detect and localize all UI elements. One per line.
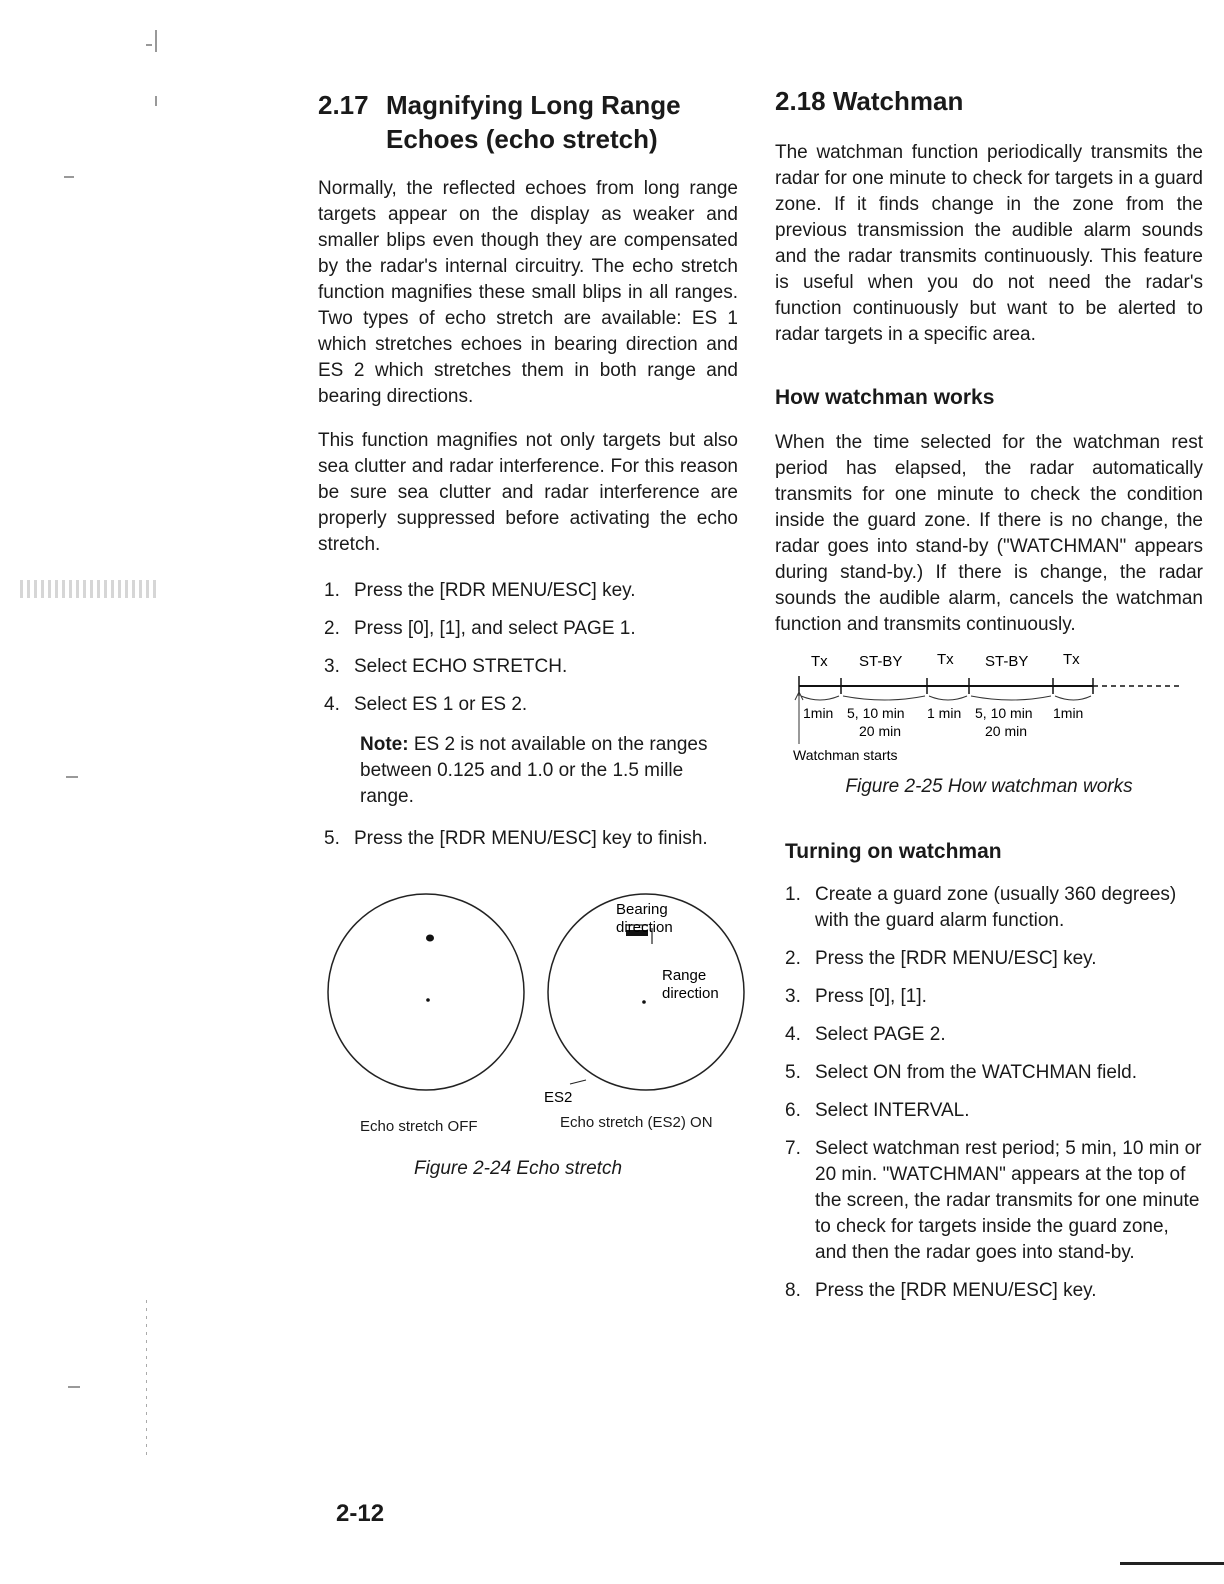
list-item	[779, 1136, 1203, 1266]
timeline-label: 5, 10 min	[975, 705, 1033, 721]
scan-noise	[20, 580, 160, 598]
figure-caption: Figure 2-25 How watchman works	[845, 776, 1133, 797]
list-item	[318, 692, 738, 718]
section-heading-2-18	[775, 84, 1203, 118]
figure-echo-stretch	[318, 852, 748, 1152]
timeline-label: 20 min	[859, 723, 902, 739]
list-item	[318, 578, 738, 604]
step-text: Select PAGE 2.	[815, 1024, 946, 1045]
step-text: Select ECHO STRETCH.	[354, 656, 568, 677]
paragraph: The watchman function periodically transmits the radar for one minute to check for targets in a guard zone. If it finds change in the zone from the previous transmission the audible alarm sounds and the radar transmits continuously. This feature is useful when you do not need the radar's function continuously but want to be alerted to radar targets in a specific area.	[775, 142, 1203, 345]
timeline-label: 1min	[1053, 705, 1084, 721]
timeline-brace	[971, 696, 1051, 700]
step-number: 2.	[324, 618, 340, 639]
echo-blip-small	[642, 1000, 646, 1004]
step-text: Press the [RDR MENU/ESC] key.	[815, 948, 1097, 969]
paragraph: When the time selected for the watchman rest period has elapsed, the radar automatically transmits for one minute to check the condition inside the guard zone. If there is no change, the radar goes into stand-by ("WATCHMAN" appears during stand-by.) If there is change, the radar sounds the audible alarm, cancels the watchman function and transmits continuously.	[775, 432, 1203, 635]
step-number: 5.	[324, 828, 340, 849]
list-item	[779, 1022, 1203, 1048]
note-text: ES 2 is not available on the ranges between 0.125 and 1.0 or the 1.5 mille range.	[360, 734, 708, 807]
step-number: 3.	[324, 656, 340, 677]
subheading: Turning on watchman	[785, 840, 1002, 863]
timeline-diagram	[775, 644, 1203, 774]
step-number: 4.	[785, 1024, 801, 1045]
note-label: Note:	[360, 734, 409, 755]
bearing-label: direction	[616, 919, 673, 936]
timeline-label: 5, 10 min	[847, 705, 905, 721]
step-text: Select ON from the WATCHMAN field.	[815, 1062, 1138, 1083]
timeline-label: Tx	[811, 653, 828, 670]
step-number: 7.	[785, 1138, 801, 1159]
step-number: 1.	[785, 884, 801, 905]
scan-mark	[155, 96, 157, 106]
timeline-brace	[843, 696, 925, 700]
paragraph: This function magnifies not only targets but also sea clutter and radar interference. For this reason be sure sea clutter and radar interference are properly suppressed before activating the echo stretch.	[318, 430, 738, 555]
paragraph: Normally, the reflected echoes from long range targets appear on the display as weaker and smaller blips even though they are compensated by the radar's internal circuitry. The echo stretch function magnifies these small blips in all ranges. Two types of echo stretch are available: ES 1 which stretches echoes in bearing direction and ES 2 which stretches them in both range and bearing directions.	[318, 178, 738, 407]
list-item	[779, 1060, 1203, 1086]
timeline-label: 20 min	[985, 723, 1028, 739]
bearing-label: Bearing	[616, 901, 668, 918]
step-number: 2.	[785, 948, 801, 969]
scan-mark	[64, 176, 74, 178]
step-text: Press [0], [1].	[815, 986, 927, 1007]
scan-mark	[1120, 1562, 1224, 1565]
step-text: Press [0], [1], and select PAGE 1.	[354, 618, 636, 639]
timeline-label: 1min	[803, 705, 834, 721]
step-text: Press the [RDR MENU/ESC] key to finish.	[354, 828, 708, 849]
step-number: 4.	[324, 694, 340, 715]
radar-circle-off	[328, 894, 524, 1090]
page-number: 2-12	[336, 1500, 385, 1527]
step-number: 1.	[324, 580, 340, 601]
figure-label-on: Echo stretch (ES2) ON	[560, 1114, 713, 1131]
list-item	[318, 654, 738, 680]
list-item	[779, 984, 1203, 1010]
step-list	[318, 826, 738, 852]
echo-stretch-diagram	[318, 852, 748, 1122]
step-number: 3.	[785, 986, 801, 1007]
timeline-label: ST-BY	[859, 653, 903, 670]
section-number: 2.18	[775, 86, 826, 116]
timeline-label: 1 min	[927, 705, 962, 721]
figure-label-off: Echo stretch OFF	[360, 1118, 478, 1135]
timeline-brace	[1055, 696, 1091, 700]
left-column	[318, 88, 738, 1180]
list-item	[779, 882, 1203, 934]
subheading: How watchman works	[775, 386, 995, 409]
list-item	[779, 1278, 1203, 1304]
figure-caption: Figure 2-24 Echo stretch	[413, 1158, 623, 1179]
es2-label: ES2	[544, 1089, 573, 1106]
section-title-line2: Echoes (echo stretch)	[386, 124, 658, 154]
step-list	[318, 578, 738, 718]
step-text: Select INTERVAL.	[815, 1100, 970, 1121]
timeline-label: Watchman starts	[793, 747, 898, 763]
step-number: 5.	[785, 1062, 801, 1083]
step-number: 6.	[785, 1100, 801, 1121]
timeline-label: Tx	[1063, 651, 1080, 668]
right-column	[775, 84, 1203, 1304]
timeline-label: Tx	[937, 651, 954, 668]
list-item	[779, 1098, 1203, 1124]
list-item	[318, 826, 738, 852]
section-number: 2.17	[318, 90, 369, 120]
section-heading-2-17	[318, 88, 738, 156]
section-title-line1: Magnifying Long Range	[386, 90, 681, 120]
step-text: Select ES 1 or ES 2.	[354, 694, 528, 715]
scan-mark	[155, 30, 157, 52]
section-title: Watchman	[832, 86, 964, 116]
figure-watchman-timeline	[775, 644, 1203, 774]
list-item	[318, 616, 738, 642]
scan-mark	[68, 1386, 80, 1388]
list-item	[779, 946, 1203, 972]
timeline-brace	[929, 696, 967, 700]
step-text: Press the [RDR MENU/ESC] key.	[354, 580, 636, 601]
note	[318, 732, 738, 810]
timeline-brace	[801, 696, 839, 700]
scan-mark	[146, 1300, 147, 1460]
es2-leader-line	[570, 1080, 586, 1084]
step-text: Create a guard zone (usually 360 degrees) with the guard alarm function.	[815, 884, 1177, 931]
range-label: direction	[662, 985, 719, 1002]
step-text: Press the [RDR MENU/ESC] key.	[815, 1280, 1097, 1301]
step-text: Select watchman rest period; 5 min, 10 min or 20 min. "WATCHMAN" appears at the top of the screen, the radar transmits for one minute to check for targets inside the guard zone, and then the radar goes into stand-by.	[815, 1138, 1202, 1263]
range-label: Range	[662, 967, 707, 984]
scan-mark	[146, 44, 152, 46]
step-number: 8.	[785, 1280, 801, 1301]
echo-blip-large	[426, 935, 434, 942]
echo-blip-small	[426, 998, 430, 1002]
step-list	[779, 882, 1203, 1304]
timeline-label: ST-BY	[985, 653, 1029, 670]
scan-mark	[66, 776, 78, 778]
